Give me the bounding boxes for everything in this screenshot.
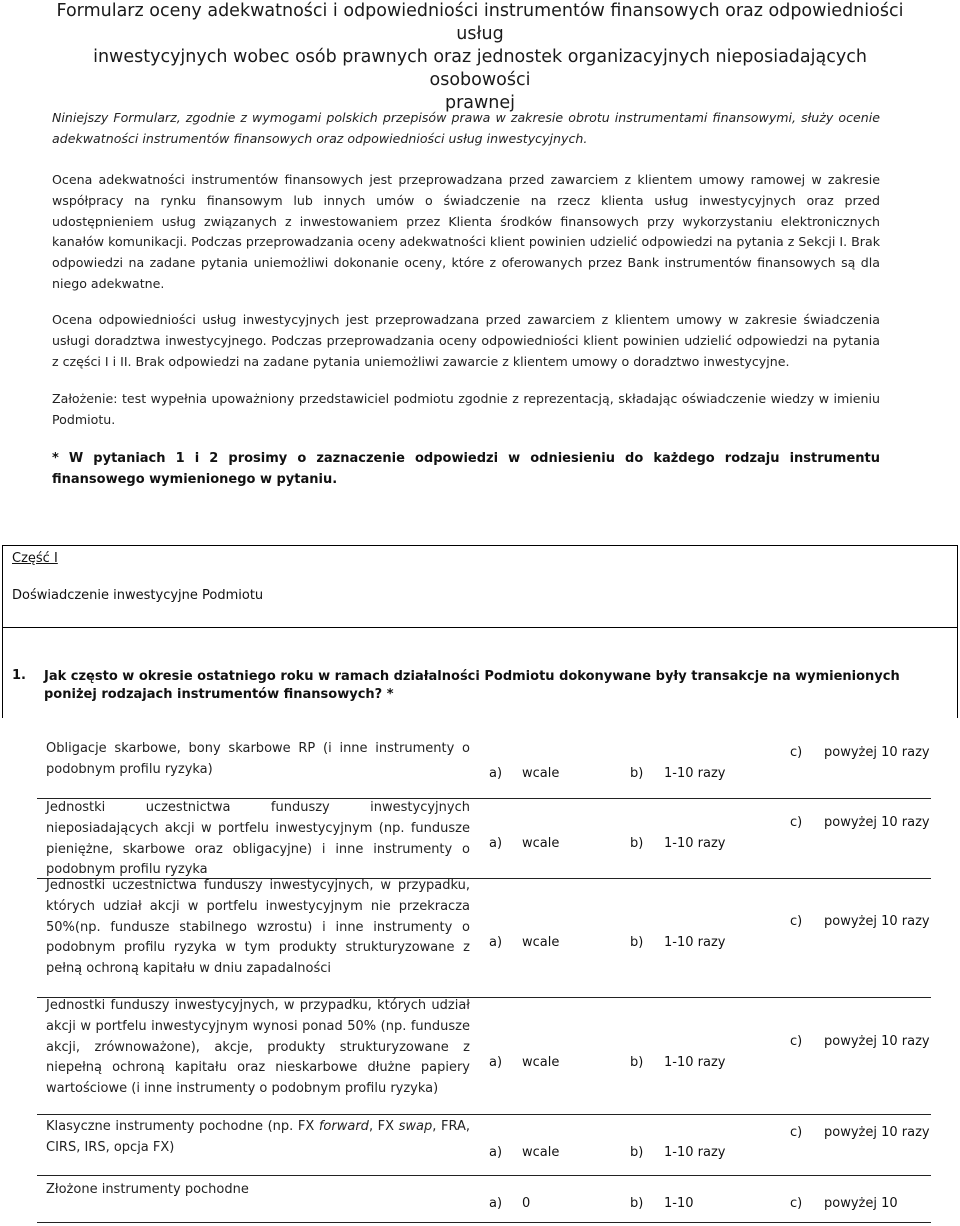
instruction-note: * W pytaniach 1 i 2 prosimy o zaznaczenie odpowiedzi w odniesieniu do każdego rodzaju instrumentu finansowego wymienionego w pytaniu. <box>52 451 880 487</box>
row-divider <box>37 1114 931 1115</box>
option-c-letter[interactable]: c) <box>790 1034 803 1049</box>
option-b-letter[interactable]: b) <box>630 1145 644 1160</box>
option-a-text[interactable]: wcale <box>522 1055 560 1070</box>
instrument-label: Złożone instrumenty pochodne <box>46 1182 249 1197</box>
title-line-3: prawnej <box>444 93 516 113</box>
option-a-text[interactable]: 0 <box>522 1196 531 1211</box>
instrument-label-part: , FRA, CIRS, IRS, opcja FX) <box>46 1119 470 1155</box>
option-c-letter[interactable]: c) <box>790 745 803 760</box>
option-b-letter[interactable]: b) <box>630 935 644 950</box>
option-a-letter[interactable]: a) <box>489 836 503 851</box>
section-name: Doświadczenie inwestycyjne Podmiotu <box>12 588 264 603</box>
option-c-text[interactable]: powyżej 10 razy <box>824 1034 930 1049</box>
instrument-label-swap: swap <box>398 1119 433 1134</box>
option-c-text[interactable]: powyżej 10 razy <box>824 745 930 760</box>
option-b-letter[interactable]: b) <box>630 766 644 781</box>
instrument-label-forward: forward <box>318 1119 369 1134</box>
option-a-letter[interactable]: a) <box>489 1196 503 1211</box>
option-c-text[interactable]: powyżej 10 razy <box>824 1125 930 1140</box>
option-a-text[interactable]: wcale <box>522 1145 560 1160</box>
option-b-letter[interactable]: b) <box>630 1196 644 1211</box>
option-c-letter[interactable]: c) <box>790 1196 803 1211</box>
option-b-text[interactable]: 1-10 razy <box>664 1055 726 1070</box>
option-c-letter[interactable]: c) <box>790 914 803 929</box>
option-a-text[interactable]: wcale <box>522 836 560 851</box>
assumption-paragraph: Założenie: test wypełnia upoważniony przedstawiciel podmiotu zgodnie z reprezentacją, składając oświadczenie wiedzy w imieniu Podmiotu. <box>52 391 880 427</box>
option-c-letter[interactable]: c) <box>790 1125 803 1140</box>
title-line-1: Formularz oceny adekwatności i odpowiedniości instrumentów finansowych oraz odpowiedniości usług <box>56 1 904 44</box>
option-a-text[interactable]: wcale <box>522 935 560 950</box>
option-a-text[interactable]: wcale <box>522 766 560 781</box>
option-a-letter[interactable]: a) <box>489 766 503 781</box>
instrument-label-part: Klasyczne instrumenty pochodne (np. FX <box>46 1119 319 1134</box>
option-b-text[interactable]: 1-10 razy <box>664 836 726 851</box>
option-c-text[interactable]: powyżej 10 <box>824 1196 898 1211</box>
suitability-paragraph: Ocena odpowiedniości usług inwestycyjnych jest przeprowadzana przed zawarciem z klientem umowy w zakresie świadczenia usługi doradztwa inwestycyjnego. Podczas przeprowadzania oceny odpowiedniości klient powinien udzielić odpowiedzi na pytania z części I i II. Brak odpowiedzi na zadane pytania uniemożliwi zawarcie z klientem umowy o doradztwo inwestycyjne. <box>52 312 880 369</box>
option-b-text[interactable]: 1-10 razy <box>664 1145 726 1160</box>
option-c-text[interactable]: powyżej 10 razy <box>824 815 930 830</box>
option-c-letter[interactable]: c) <box>790 815 803 830</box>
question-number: 1. <box>12 668 26 683</box>
instrument-label-part: , FX <box>368 1119 399 1134</box>
section-part-label: Część I <box>12 551 58 566</box>
instrument-label <box>46 1117 470 1159</box>
section-header <box>2 545 958 628</box>
instrument-label: Jednostki uczestnictwa funduszy inwestycyjnych, w przypadku, których udział akcji w portfelu inwestycyjnym nie przekracza 50%(np. fundusze stabilnego wzrostu) i inne instrumenty o podobnym profilu ryzyka w tym produkty strukturyzowane z pełną ochroną kapitału w dniu zapadalności <box>46 878 470 977</box>
option-b-text[interactable]: 1-10 <box>664 1196 694 1211</box>
option-b-letter[interactable]: b) <box>630 1055 644 1070</box>
title-line-2: inwestycyjnych wobec osób prawnych oraz jednostek organizacyjnych nieposiadających osobowości <box>93 47 867 90</box>
instrument-label: Jednostki uczestnictwa funduszy inwestycyjnych nieposiadających akcji w portfelu inwestycyjnym (np. fundusze pieniężne, skarbowe oraz obligacyjne) i inne instrumenty o podobnym profilu ryzyka <box>46 800 470 878</box>
form-title <box>40 0 920 115</box>
instrument-label: Jednostki funduszy inwestycyjnych, w przypadku, których udział akcji w portfelu inwestycyjnym wynosi ponad 50% (np. fundusze akcji, zrównoważone), akcje, produkty strukturyzowane z niepełną ochroną kapitału oraz nieskarbowe dłużne papiery wartościowe (i inne instrumenty o podobnym profilu ryzyka) <box>46 998 470 1097</box>
option-c-text[interactable]: powyżej 10 razy <box>824 914 930 929</box>
instrument-label: Obligacje skarbowe, bony skarbowe RP (i inne instrumenty o podobnym profilu ryzyka) <box>46 741 470 777</box>
option-b-text[interactable]: 1-10 razy <box>664 935 726 950</box>
option-b-letter[interactable]: b) <box>630 836 644 851</box>
question-1 <box>2 627 958 718</box>
adequacy-paragraph: Ocena adekwatności instrumentów finansowych jest przeprowadzana przed zawarciem z klientem umowy ramowej w zakresie współpracy na rynku finansowym lub innych umów o świadczenie na rzecz klienta usług inwestycyjnych oraz przed udostępnieniem usług związanych z inwestowaniem przez Klienta środków finansowych przy wykorzystaniu elektronicznych kanałów komunikacji. Podczas przeprowadzania oceny adekwatności klient powinien udzielić odpowiedzi na pytania z Sekcji I. Brak odpowiedzi na zadane pytania uniemożliwi dokonanie oceny, które z oferowanych przez Bank instrumentów finansowych są dla niego adekwatne. <box>52 172 880 291</box>
row-divider <box>37 1175 931 1176</box>
intro-paragraph: Niniejszy Formularz, zgodnie z wymogami polskich przepisów prawa w zakresie obrotu instrumentami finansowymi, służy ocenie adekwatności instrumentów finansowych oraz odpowiedniości usług inwestycyjnych. <box>52 110 880 146</box>
option-b-text[interactable]: 1-10 razy <box>664 766 726 781</box>
option-a-letter[interactable]: a) <box>489 935 503 950</box>
row-divider <box>37 1222 931 1223</box>
option-a-letter[interactable]: a) <box>489 1055 503 1070</box>
option-a-letter[interactable]: a) <box>489 1145 503 1160</box>
question-text: Jak często w okresie ostatniego roku w ramach działalności Podmiotu dokonywane były transakcje na wymienionych poniżej rodzajach instrumentów finansowych? * <box>44 669 900 702</box>
